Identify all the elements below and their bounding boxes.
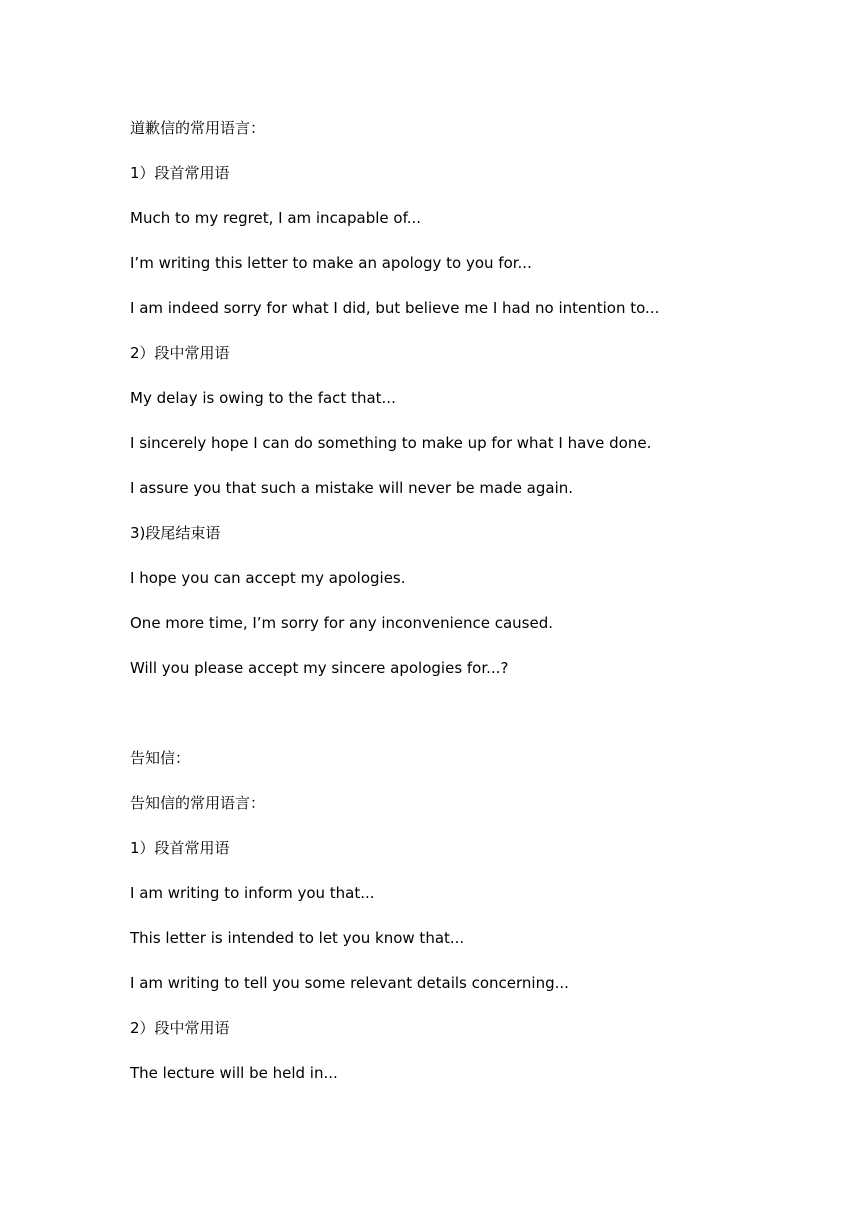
apology-opening-phrase: I’m writing this letter to make an apology to you for... xyxy=(130,254,532,272)
apology-opening-label: 1）段首常用语 xyxy=(130,164,230,182)
notice-title: 告知信： xyxy=(130,749,191,767)
notice-body-phrase: The lecture will be held in... xyxy=(130,1064,338,1082)
apology-closing-phrase: I hope you can accept my apologies. xyxy=(130,569,406,587)
apology-opening-phrase: I am indeed sorry for what I did, but believe me I had no intention to... xyxy=(130,299,660,317)
apology-heading: 道歉信的常用语言： xyxy=(130,119,266,137)
apology-closing-phrase: Will you please accept my sincere apologies for...? xyxy=(130,659,509,677)
apology-body-phrase: I assure you that such a mistake will never be made again. xyxy=(130,479,574,497)
apology-opening-phrase: Much to my regret, I am incapable of... xyxy=(130,209,422,227)
notice-heading: 告知信的常用语言： xyxy=(130,794,266,812)
notice-opening-phrase: I am writing to tell you some relevant details concerning... xyxy=(130,974,569,992)
apology-body-phrase: I sincerely hope I can do something to make up for what I have done. xyxy=(130,434,652,452)
notice-opening-label: 1）段首常用语 xyxy=(130,839,230,857)
apology-body-phrase: My delay is owing to the fact that... xyxy=(130,389,396,407)
apology-closing-label: 3)段尾结束语 xyxy=(130,524,221,542)
notice-opening-phrase: This letter is intended to let you know that... xyxy=(130,929,465,947)
apology-body-label: 2）段中常用语 xyxy=(130,344,230,362)
notice-body-label: 2）段中常用语 xyxy=(130,1019,230,1037)
notice-opening-phrase: I am writing to inform you that... xyxy=(130,884,375,902)
apology-closing-phrase: One more time, I’m sorry for any inconvenience caused. xyxy=(130,614,554,632)
